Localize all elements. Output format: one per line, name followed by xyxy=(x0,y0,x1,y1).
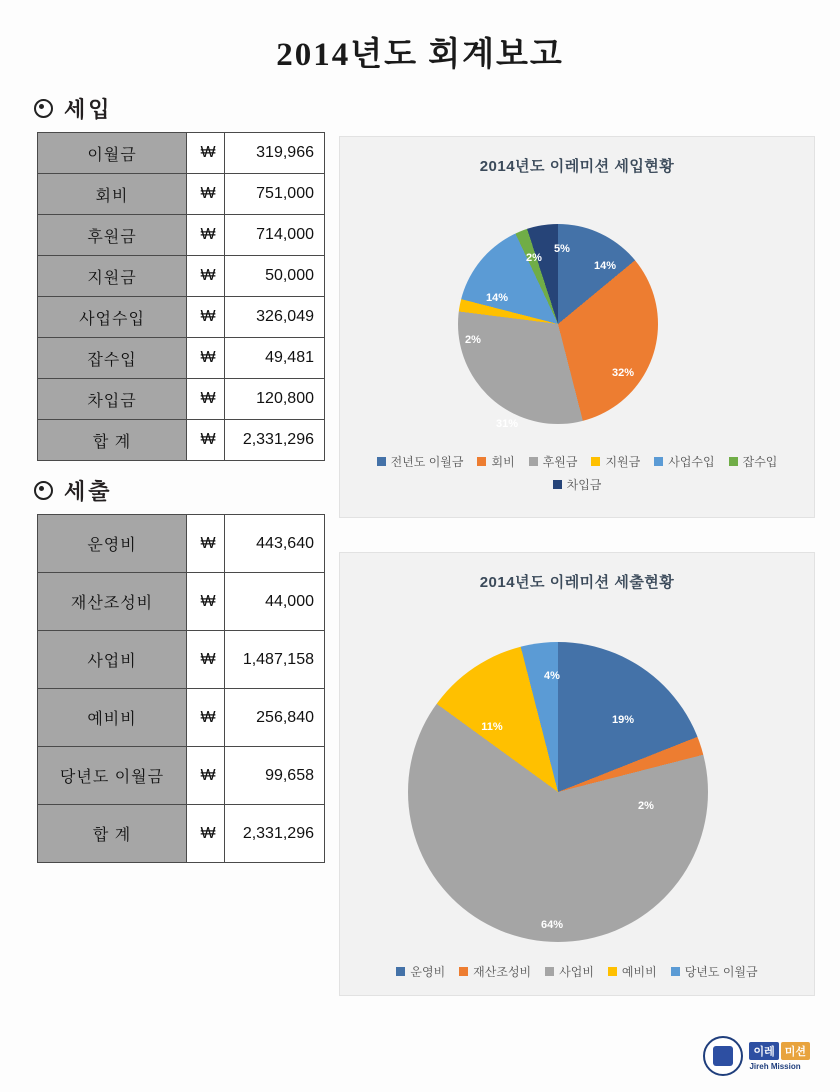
legend-item xyxy=(608,963,657,980)
currency-symbol: ₩ xyxy=(187,338,225,379)
currency-symbol: ₩ xyxy=(187,133,225,174)
row-amount: 2,331,296 xyxy=(225,420,325,461)
table-row xyxy=(38,379,325,420)
legend-label: 예비비 xyxy=(621,965,657,979)
currency-symbol: ₩ xyxy=(187,573,225,631)
slice-label-4: 4% xyxy=(544,670,560,682)
slice-label-4: 14% xyxy=(485,292,509,304)
currency-symbol: ₩ xyxy=(187,515,225,573)
row-amount: 50,000 xyxy=(225,256,325,297)
slice-label-2: 31% xyxy=(495,418,519,430)
legend-item xyxy=(671,963,758,980)
slice-label-3: 11% xyxy=(481,721,503,733)
row-amount: 714,000 xyxy=(225,215,325,256)
legend-item xyxy=(553,476,602,493)
legend-item xyxy=(459,963,531,980)
legend-item xyxy=(729,453,778,470)
legend-swatch-icon xyxy=(654,457,663,466)
legend-item xyxy=(377,453,464,470)
legend-label: 회비 xyxy=(491,455,515,469)
currency-symbol: ₩ xyxy=(187,747,225,805)
legend-swatch-icon xyxy=(529,457,538,466)
slice-label-5: 2% xyxy=(526,252,542,264)
legend-label: 지원금 xyxy=(605,455,641,469)
table-row-total xyxy=(38,420,325,461)
table-row xyxy=(38,338,325,379)
expense-table xyxy=(37,514,325,863)
legend-label: 운영비 xyxy=(410,965,446,979)
page-title: 2014년도 회계보고 xyxy=(276,37,564,73)
legend-label: 당년도 이월금 xyxy=(684,965,758,979)
table-row xyxy=(38,515,325,573)
logo-text xyxy=(749,1042,812,1071)
income-chart-card xyxy=(339,136,815,518)
chart-title: 2014년도 이레미션 세출현황 xyxy=(479,574,675,591)
legend-swatch-icon xyxy=(396,967,405,976)
chart-title: 2014년도 이레미션 세입현황 xyxy=(479,158,675,175)
currency-symbol: ₩ xyxy=(187,256,225,297)
legend-swatch-icon xyxy=(671,967,680,976)
row-amount: 326,049 xyxy=(225,297,325,338)
legend-item xyxy=(591,453,640,470)
row-label: 재산조성비 xyxy=(38,573,187,631)
legend-label: 전년도 이월금 xyxy=(390,455,464,469)
row-amount: 319,966 xyxy=(225,133,325,174)
section-label-expense: 세출 xyxy=(64,479,113,504)
legend-label: 사업수입 xyxy=(668,455,715,469)
row-amount: 49,481 xyxy=(225,338,325,379)
row-label: 사업수입 xyxy=(38,297,187,338)
legend-label: 잡수입 xyxy=(742,455,778,469)
legend-swatch-icon xyxy=(553,480,562,489)
table-row xyxy=(38,133,325,174)
row-label: 사업비 xyxy=(38,631,187,689)
income-chart-legend xyxy=(340,453,814,493)
legend-item xyxy=(477,453,514,470)
row-amount: 256,840 xyxy=(225,689,325,747)
legend-label: 재산조성비 xyxy=(473,965,532,979)
row-label: 잡수입 xyxy=(38,338,187,379)
table-row xyxy=(38,689,325,747)
row-label: 지원금 xyxy=(38,256,187,297)
income-table xyxy=(37,132,325,461)
row-label: 이월금 xyxy=(38,133,187,174)
row-label: 합 계 xyxy=(38,805,187,863)
logo-kr-2: 미션 xyxy=(781,1042,810,1060)
legend-label: 후원금 xyxy=(542,455,578,469)
table-row xyxy=(38,631,325,689)
logo-mark-icon xyxy=(703,1036,743,1076)
legend-item xyxy=(654,453,714,470)
row-label: 예비비 xyxy=(38,689,187,747)
row-amount: 1,487,158 xyxy=(225,631,325,689)
currency-symbol: ₩ xyxy=(187,297,225,338)
expense-chart-legend xyxy=(340,963,814,980)
table-row xyxy=(38,573,325,631)
legend-label: 차입금 xyxy=(566,478,602,492)
currency-symbol: ₩ xyxy=(187,379,225,420)
slice-label-2: 64% xyxy=(540,919,564,931)
bullet-icon xyxy=(34,99,53,118)
row-amount: 120,800 xyxy=(225,379,325,420)
legend-swatch-icon xyxy=(477,457,486,466)
row-label: 후원금 xyxy=(38,215,187,256)
row-label: 운영비 xyxy=(38,515,187,573)
currency-symbol: ₩ xyxy=(187,420,225,461)
logo-glyph-icon xyxy=(713,1046,733,1066)
logo-korean xyxy=(749,1042,812,1060)
row-amount: 99,658 xyxy=(225,747,325,805)
bullet-icon xyxy=(34,481,53,500)
row-label: 차입금 xyxy=(38,379,187,420)
pie-graphic xyxy=(408,642,708,942)
slice-label-3: 2% xyxy=(465,334,481,346)
legend-swatch-icon xyxy=(608,967,617,976)
legend-item xyxy=(396,963,445,980)
logo-kr-1: 이레 xyxy=(749,1042,778,1060)
expense-chart-card xyxy=(339,552,815,996)
slice-label-1: 32% xyxy=(611,367,635,379)
organization-logo xyxy=(703,1036,812,1076)
legend-item xyxy=(529,453,578,470)
currency-symbol: ₩ xyxy=(187,174,225,215)
legend-label: 사업비 xyxy=(559,965,594,979)
logo-english: Jireh Mission xyxy=(749,1061,801,1071)
currency-symbol: ₩ xyxy=(187,689,225,747)
currency-symbol: ₩ xyxy=(187,215,225,256)
slice-label-1: 2% xyxy=(638,800,654,812)
table-row xyxy=(38,297,325,338)
legend-swatch-icon xyxy=(729,457,738,466)
row-amount: 44,000 xyxy=(225,573,325,631)
row-label: 합 계 xyxy=(38,420,187,461)
row-label: 회비 xyxy=(38,174,187,215)
row-label: 당년도 이월금 xyxy=(38,747,187,805)
row-amount: 2,331,296 xyxy=(225,805,325,863)
section-header-income xyxy=(34,93,840,124)
legend-swatch-icon xyxy=(591,457,600,466)
row-amount: 443,640 xyxy=(225,515,325,573)
table-row-total xyxy=(38,805,325,863)
currency-symbol: ₩ xyxy=(187,631,225,689)
table-row xyxy=(38,215,325,256)
table-row xyxy=(38,256,325,297)
currency-symbol: ₩ xyxy=(187,805,225,863)
slice-label-6: 5% xyxy=(554,243,570,255)
legend-swatch-icon xyxy=(459,967,468,976)
legend-swatch-icon xyxy=(377,457,386,466)
legend-item xyxy=(545,963,594,980)
slice-label-0: 14% xyxy=(593,260,617,272)
section-label-income: 세입 xyxy=(64,97,113,122)
legend-swatch-icon xyxy=(545,967,554,976)
table-row xyxy=(38,747,325,805)
slice-label-0: 19% xyxy=(611,714,635,726)
table-row xyxy=(38,174,325,215)
row-amount: 751,000 xyxy=(225,174,325,215)
